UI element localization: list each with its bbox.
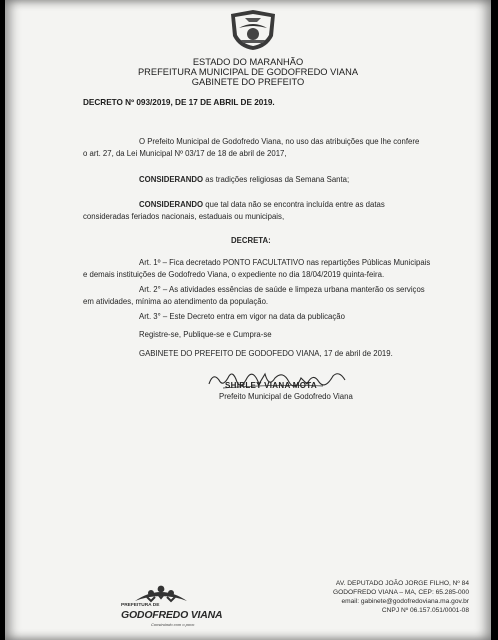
registre: Registre-se, Publique-se e Cumpra-se [139, 330, 272, 339]
considerando-1 [139, 174, 349, 186]
address-email: email: gabinete@godofredoviana.ma.gov.br [341, 598, 469, 605]
art1-line-1: Art. 1º – Fica decretado PONTO FACULTATIVO nas repartições Públicas Municipais [139, 258, 431, 267]
header-gabinete: GABINETE DO PREFEITO [191, 77, 305, 87]
header-state: ESTADO DO MARANHÃO [192, 57, 304, 67]
logo-slogan: Construindo com o povo [151, 622, 195, 627]
header-prefeitura: PREFEITURA MUNICIPAL DE GODOFREDO VIANA [137, 67, 359, 77]
considerando-2-line-2: consideradas feriados nacionais, estaduais ou municipais, [83, 212, 285, 221]
considerando-label: CONSIDERANDO [139, 175, 204, 184]
logo-text-big: GODOFREDO VIANA [121, 609, 223, 621]
coat-of-arms-icon [227, 8, 279, 52]
document-page [5, 0, 491, 640]
decree-title: DECRETO Nº 093/2019, DE 17 DE ABRIL DE 2019. [83, 98, 275, 107]
logo-text-small: PREFEITURA DE [121, 603, 160, 608]
address-line-1: AV. DEPUTADO JOÃO JORGE FILHO, Nº 84 [335, 580, 469, 587]
art3: Art. 3° – Este Decreto entra em vigor na data da publicação [139, 312, 345, 321]
intro-line-2: o art. 27, da Lei Municipal Nº 03/17 de 18 de abril de 2017, [83, 149, 287, 158]
place-date: GABINETE DO PREFEITO DE GODOFEDO VIANA, 17 de abril de 2019. [139, 349, 393, 358]
address-cnpj: CNPJ Nº 06.157.051/0001-08 [381, 607, 469, 614]
intro-line-1: O Prefeito Municipal de Godofredo Viana, no uso das atribuições que lhe confere [139, 137, 420, 146]
address-line-2: GODOFREDO VIANA – MA, CEP: 65.285-000 [333, 589, 469, 596]
decreta-heading: DECRETA: [231, 236, 271, 245]
art1-line-2: e demais instituições de Godofredo Viana, o expediente no dia 18/04/2019 quinta-feira. [83, 270, 385, 279]
art2-line-2: em atividades, mínima ao atendimento da população. [83, 297, 269, 306]
considerando-label: CONSIDERANDO [139, 200, 204, 209]
considerando-1-text: as tradições religiosas da Semana Santa; [203, 175, 350, 184]
signatory-name: SHIRLEY VIANA MOTA [225, 381, 317, 390]
art2-line-1: Art. 2° – As atividades essências de saúde e limpeza urbana manterão os serviços [139, 285, 425, 294]
considerando-2 [139, 199, 385, 211]
considerando-2-text: que tal data não se encontra incluída entre as datas [203, 200, 385, 209]
signatory-role: Prefeito Municipal de Godofredo Viana [219, 392, 353, 401]
